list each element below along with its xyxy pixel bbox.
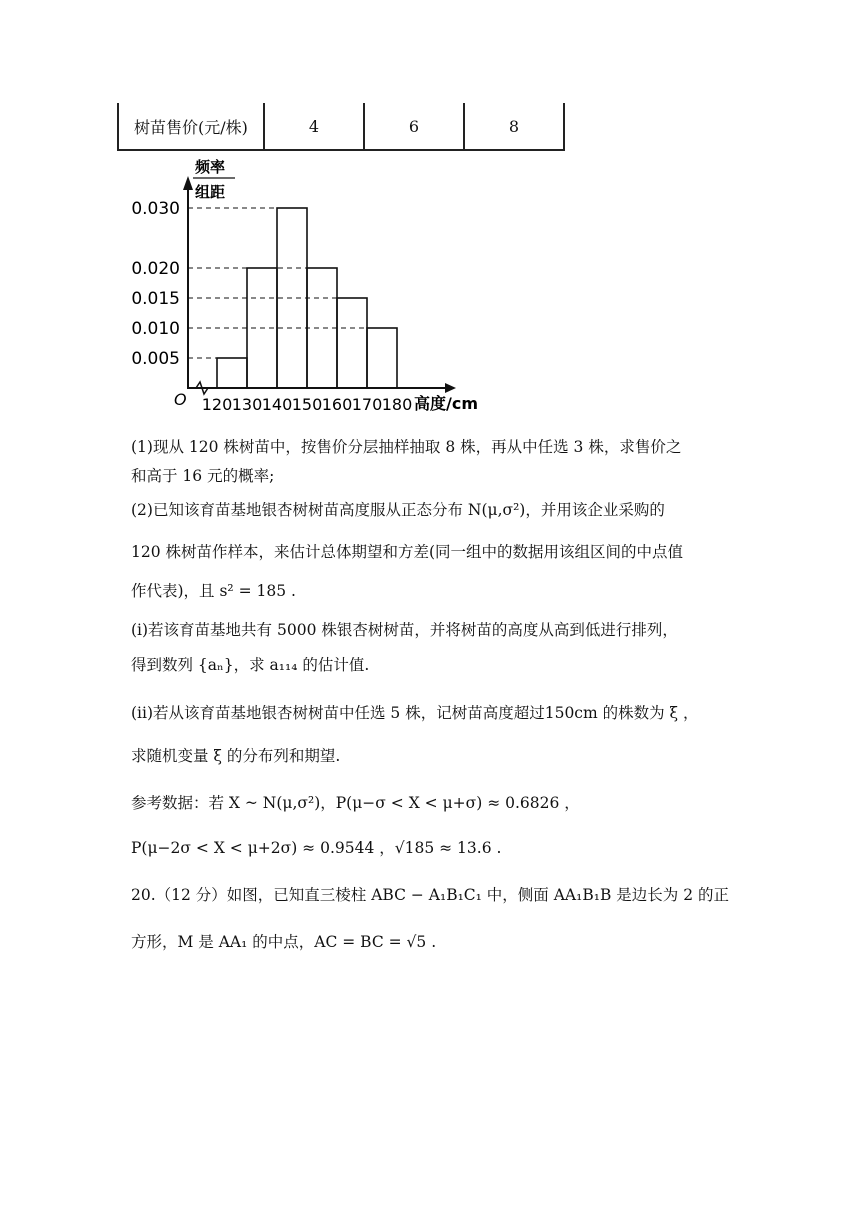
question-ii-line-1: (ii)若从该育苗基地银杏树树苗中任选 5 株，记树苗高度超过150cm 的株数为 ξ ， <box>131 704 699 722</box>
y-tick-0.020: 0.020 <box>131 259 180 279</box>
question-ii-line-2: 求随机变量 ξ 的分布列和期望. <box>131 747 341 765</box>
x-tick-140: 140 <box>261 395 293 414</box>
question-2-line-3: 作代表)，且 s² = 185 . <box>131 582 296 600</box>
price-cell-3: 8 <box>464 103 564 150</box>
y-tick-labels <box>131 199 180 369</box>
problem-20-line-1: 20.（12 分）如图，已知直三棱柱 ABC − A₁B₁C₁ 中，侧面 AA₁B₁B 是边长为 2 的正 <box>131 886 729 904</box>
y-label-bottom: 组距 <box>195 183 226 201</box>
y-tick-0.005: 0.005 <box>131 349 180 369</box>
y-axis-arrow <box>183 176 193 190</box>
histogram-bar-120-130 <box>217 358 247 388</box>
question-1-line-1: (1)现从 120 株树苗中，按售价分层抽样抽取 8 株，再从中任选 3 株，求售价之 <box>131 438 682 456</box>
y-tick-0.030: 0.030 <box>131 199 180 219</box>
question-2-line-2: 120 株树苗作样本，来估计总体期望和方差(同一组中的数据用该组区间的中点值 <box>131 543 684 561</box>
histogram-chart <box>0 0 860 430</box>
question-1-line-2: 和高于 16 元的概率; <box>131 467 275 485</box>
y-tick-0.010: 0.010 <box>131 319 180 339</box>
x-tick-180: 180 <box>381 395 413 414</box>
x-tick-150: 150 <box>291 395 323 414</box>
question-i-line-1: (i)若该育苗基地共有 5000 株银杏树树苗，并将树苗的高度从高到低进行排列， <box>131 621 678 639</box>
question-i-line-2: 得到数列 {aₙ}，求 a₁₁₄ 的估计值. <box>131 656 370 674</box>
histogram-bar-170-180 <box>367 328 397 388</box>
reference-data-line-1: 参考数据：若 X ~ N(μ,σ²)，P(μ−σ < X < μ+σ) ≈ 0.6826 ， <box>131 794 580 812</box>
x-tick-170: 170 <box>351 395 383 414</box>
histogram-bar-160-170 <box>337 298 367 388</box>
price-cell-2: 6 <box>364 103 464 150</box>
x-tick-130: 130 <box>231 395 263 414</box>
x-tick-120: 120 <box>201 395 233 414</box>
question-2-line-1: (2)已知该育苗基地银杏树树苗高度服从正态分布 N(μ,σ²)，并用该企业采购的 <box>131 501 665 519</box>
y-label-top: 频率 <box>195 158 226 176</box>
price-header-cell: 树苗售价(元/株) <box>118 103 264 150</box>
x-tick-labels <box>202 395 413 414</box>
origin-label: O <box>174 390 187 409</box>
x-tick-160: 160 <box>321 395 353 414</box>
price-cell-1: 4 <box>264 103 364 150</box>
reference-data-line-2: P(μ−2σ < X < μ+2σ) ≈ 0.9544 ，√185 ≈ 13.6 . <box>131 839 502 857</box>
x-axis-label: 高度/cm <box>414 394 479 413</box>
x-axis-arrow <box>445 383 456 393</box>
problem-20-line-2: 方形，M 是 AA₁ 的中点，AC = BC = √5 . <box>131 933 437 951</box>
y-tick-0.015: 0.015 <box>131 289 180 309</box>
